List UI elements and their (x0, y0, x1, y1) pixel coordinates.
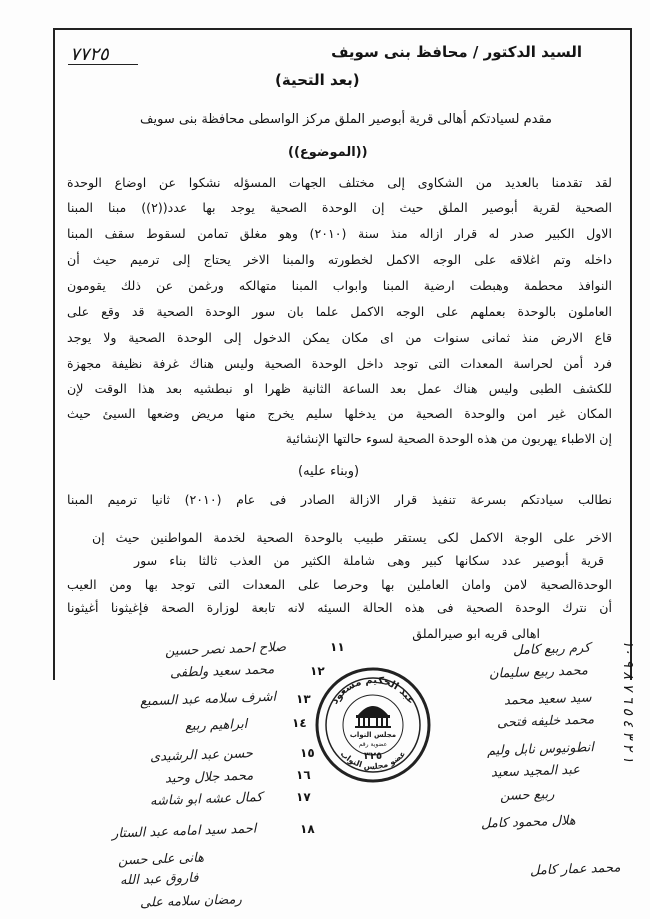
signature-number: ١٣ (296, 692, 311, 706)
signature-line: اهالى قريه ابو صيرالملق (412, 626, 540, 641)
request-line: قرية أبوصير عدد سكانها كبير وهى شاملة الكثير من العذب ثالثا بناء سور (134, 553, 604, 568)
handwritten-signature: محمد عمار كامل (529, 860, 621, 879)
body-line: المكان غير امن والوحدة الصحية من يدخلها سليم يخرج منها مريض وضعها السيئ حيث (67, 406, 612, 421)
handwritten-signature: رمضان سلامه على (139, 892, 242, 911)
stamp-council: مجلس النواب (349, 731, 397, 739)
request-line: الاخر على الوجة الاكمل لكى يستقر طبيب بالوحدة الصحية لخدمة المواطنين حيث إن (92, 530, 612, 545)
body-line: النوافذ محطمة وهبطت ارضية المبنا وابواب المبنا متهالكه ورغمن عن ذلك يقومون (67, 278, 612, 293)
body-line: قاع الارض منذ ثمانى سنوات من اى مكان يمكن الدخول إلى الوحدة الصحية ولا يوجد (67, 330, 612, 345)
body-line: داخله وتم اغلاقه على الوجه الاكمل لخطورته والمبنا الاخر يحتاج إلى ترميم حيث أن (67, 252, 612, 267)
handwritten-signature: اشرف سلامه عبد السميع (139, 689, 277, 710)
handwritten-signature: هانى على حسن (117, 850, 205, 869)
body-line: الاول الكبير صدر له قرار ازاله منذ سنة (٢٠١٠) وهو مغلق تمامن لسقوط سقف المبنا (67, 226, 612, 241)
handwritten-signature: صلاح احمد نصر حسين (164, 639, 287, 660)
body-line: إن الاطباء يهربون من هذه الوحدة الصحية لسوء حالتها الإنشائية (285, 431, 612, 446)
handwritten-signature: انطونيوس نابل وليم (486, 740, 595, 759)
official-stamp (313, 665, 433, 785)
address-line: السيد الدكتور / محافظ بنى سويف (331, 43, 582, 61)
handwritten-signature: ربيع حسن (499, 787, 555, 804)
reference-underline (68, 64, 138, 65)
handwritten-signature: محمد خليفه فتحى (496, 712, 595, 731)
signature-number: ١٦ (296, 768, 311, 782)
body-line: فرد أمن لحراسة المعدات التى توجد داخل الوحدة الصحية وليس هناك غرفة نظيفة مجهزة (67, 356, 612, 371)
body-line: لقد تقدمنا بالعديد من الشكاوى إلى مختلف الجهات المسؤله نشكوا عن اوضاع الوحدة (67, 175, 612, 190)
handwritten-signature: محمد ربيع سليمان (488, 663, 589, 682)
handwritten-signature: كمال عشه ابو شاشه (149, 790, 263, 809)
parliament-dome-icon (355, 706, 391, 728)
body-line: العاملون بالوحدة بعملهم على الوجه الاكمل علما بان سور الوحدة الصحية قد وقع على (67, 304, 612, 319)
request-line: الوحدةالصحية لامن وامان العاملين بها وحرصا على المعدات التى توجد بها ومن العيب (67, 577, 612, 592)
handwritten-signature: سيد سعيد محمد (504, 690, 593, 709)
handwritten-signature: ابراهيم ربيع (184, 716, 248, 735)
handwritten-signature: احمد سيد امامه عبد الستار (111, 821, 257, 842)
stamp-name: عبد الحكيم مسعود (329, 674, 417, 707)
handwritten-signature: فاروق عبد الله (119, 870, 199, 889)
signature-number: ١٨ (300, 822, 315, 836)
conclusion-heading: (وبناء عليه) (298, 464, 360, 479)
request-line: أن نترك الوحدة الصحية فى هذه الحالة السيئه لانه تابعة لوزارة الصحة فإغيثونا أغيثونا (67, 600, 612, 615)
signature-number: ١١ (330, 640, 345, 654)
handwritten-signature: محمد جلال وحيد (164, 768, 254, 787)
signature-number: ١٢ (310, 664, 325, 678)
subject-heading: ((الموضوع)) (288, 145, 368, 160)
margin-numbers: ١ ٢ ٣ ٤ ٥ ٦ ٧ ٨ ٩ ١٠ (620, 640, 636, 763)
greeting: (بعد التحية) (275, 71, 360, 89)
reference-number: ٧٧٢٥ (70, 44, 109, 65)
submitted-by-line: مقدم لسيادتكم أهالى قرية أبوصير الملق مركز الواسطى محافظة بنى سويف (140, 112, 552, 127)
handwritten-signature: حسن عبد الرشيدى (149, 746, 254, 765)
signature-number: ١٧ (296, 790, 311, 804)
handwritten-signature: عبد المجيد سعيد (490, 762, 581, 781)
handwritten-signature: محمد سعيد ولطفى (169, 662, 275, 681)
stamp-title: عضو مجلس النواب (338, 749, 408, 772)
signature-number: ١٤ (292, 716, 307, 730)
signature-number: ١٥ (300, 746, 315, 760)
stamp-membership: عضوية رقم (358, 741, 388, 748)
handwritten-signature: هلال محمود كامل (481, 813, 577, 832)
request-line: نطالب سيادتكم بسرعة تنفيذ قرار الازالة الصادر فى عام (٢٠١٠) ثانيا ترميم المبنا (67, 492, 612, 507)
stamp-number: ٣٢٥ (363, 751, 383, 762)
handwritten-signature: كرم ربيع كامل (512, 640, 591, 659)
body-line: الصحية لقرية أبوصير الملق حيث إن الوحدة الصحية يوجد بها عدد((٢)) مبنا المبنا (67, 200, 612, 215)
body-line: للكشف الطبى وليس هناك عمل بعد الساعة الثانية ظهرا او نبطشيه بعد هذا الوقت لإن (67, 381, 612, 396)
